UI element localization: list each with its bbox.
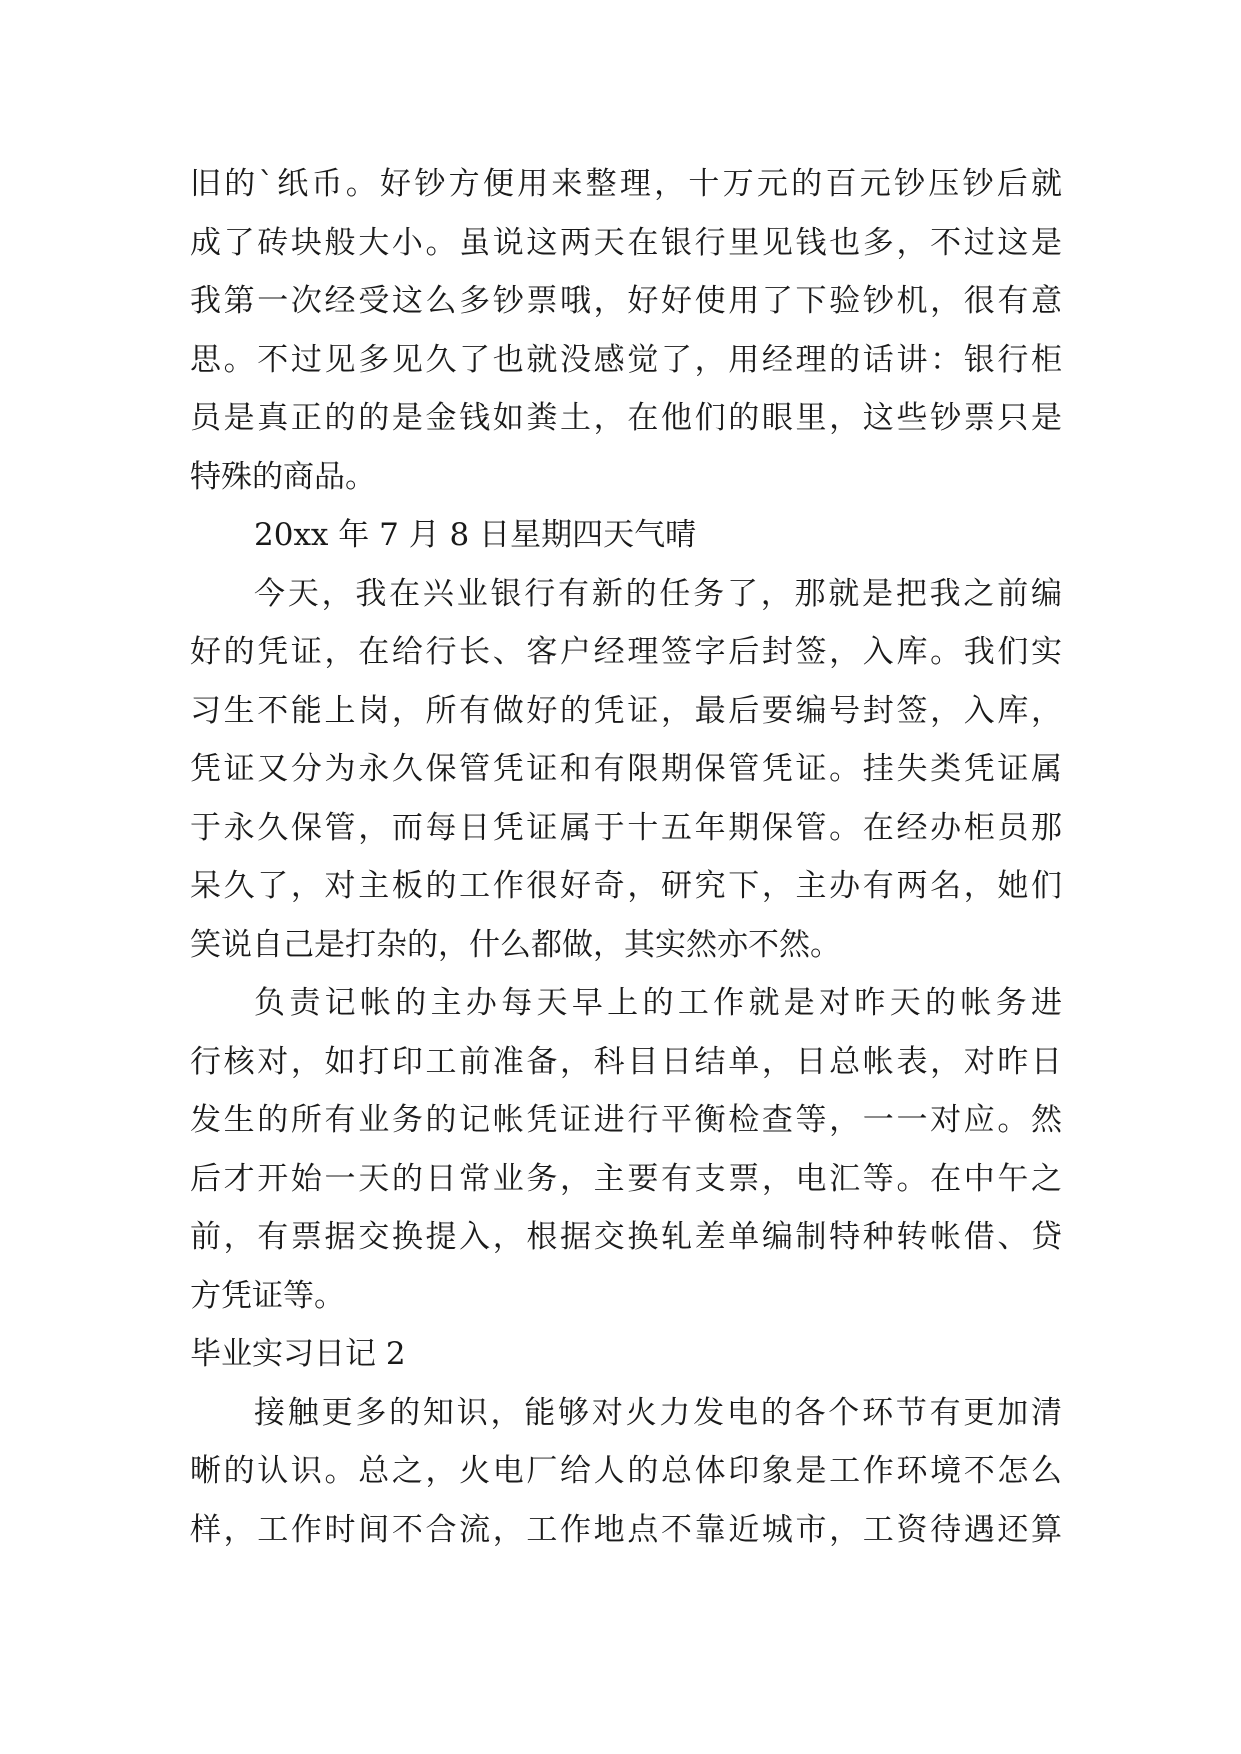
text-line: 呆久了，对主板的工作很好奇，研究下，主办有两名，她们 <box>190 868 1062 904</box>
text-line: 发生的所有业务的记帐凭证进行平衡检查等，一一对应。然 <box>190 1102 1062 1138</box>
text-line: 于永久保管，而每日凭证属于十五年期保管。在经办柜员那 <box>190 809 1062 846</box>
text-line: 员是真正的的是金钱如粪土，在他们的眼里，这些钞票只是 <box>190 400 1062 436</box>
text-line: 晰的认识。总之，火电厂给人的总体印象是工作环境不怎么 <box>190 1453 1062 1489</box>
text-line: 凭证又分为永久保管凭证和有限期保管凭证。挂失类凭证属 <box>190 751 1062 787</box>
text-line: 接触更多的知识，能够对火力发电的各个环节有更加清 <box>254 1394 1062 1431</box>
text-line: 习生不能上岗，所有做好的凭证，最后要编号封签，入库， <box>190 692 1062 729</box>
section-heading: 毕业实习日记 2 <box>190 1336 406 1372</box>
text-line: 后才开始一天的日常业务，主要有支票，电汇等。在中午之 <box>190 1160 1062 1197</box>
text-line: 我第一次经受这么多钞票哦，好好使用了下验钞机，很有意 <box>190 283 1062 319</box>
text-line: 特殊的商品。 <box>190 458 376 495</box>
text-line: 好的凭证，在给行长、客户经理签字后封签，入库。我们实 <box>190 634 1062 670</box>
text-line: 方凭证等。 <box>190 1277 345 1314</box>
text-line: 旧的`纸币。好钞方便用来整理，十万元的百元钞压钞后就 <box>190 166 1062 202</box>
text-line: 样，工作时间不合流，工作地点不靠近城市，工资待遇还算 <box>190 1511 1062 1548</box>
text-line: 思。不过见多见久了也就没感觉了，用经理的话讲：银行柜 <box>190 341 1062 378</box>
text-line: 行核对，如打印工前准备，科目日结单，日总帐表，对昨日 <box>190 1043 1062 1080</box>
document-body <box>190 155 1062 1559</box>
text-line: 负责记帐的主办每天早上的工作就是对昨天的帐务进 <box>254 985 1062 1021</box>
text-line: 前，有票据交换提入，根据交换轧差单编制特种转帐借、贷 <box>190 1219 1062 1255</box>
diary-date-heading: 20xx 年 7 月 8 日星期四天气晴 <box>254 517 697 553</box>
text-line: 笑说自己是打杂的，什么都做，其实然亦不然。 <box>190 926 841 963</box>
text-line: 成了砖块般大小。虽说这两天在银行里见钱也多，不过这是 <box>190 224 1062 261</box>
text-line: 今天，我在兴业银行有新的任务了，那就是把我之前编 <box>254 575 1062 612</box>
